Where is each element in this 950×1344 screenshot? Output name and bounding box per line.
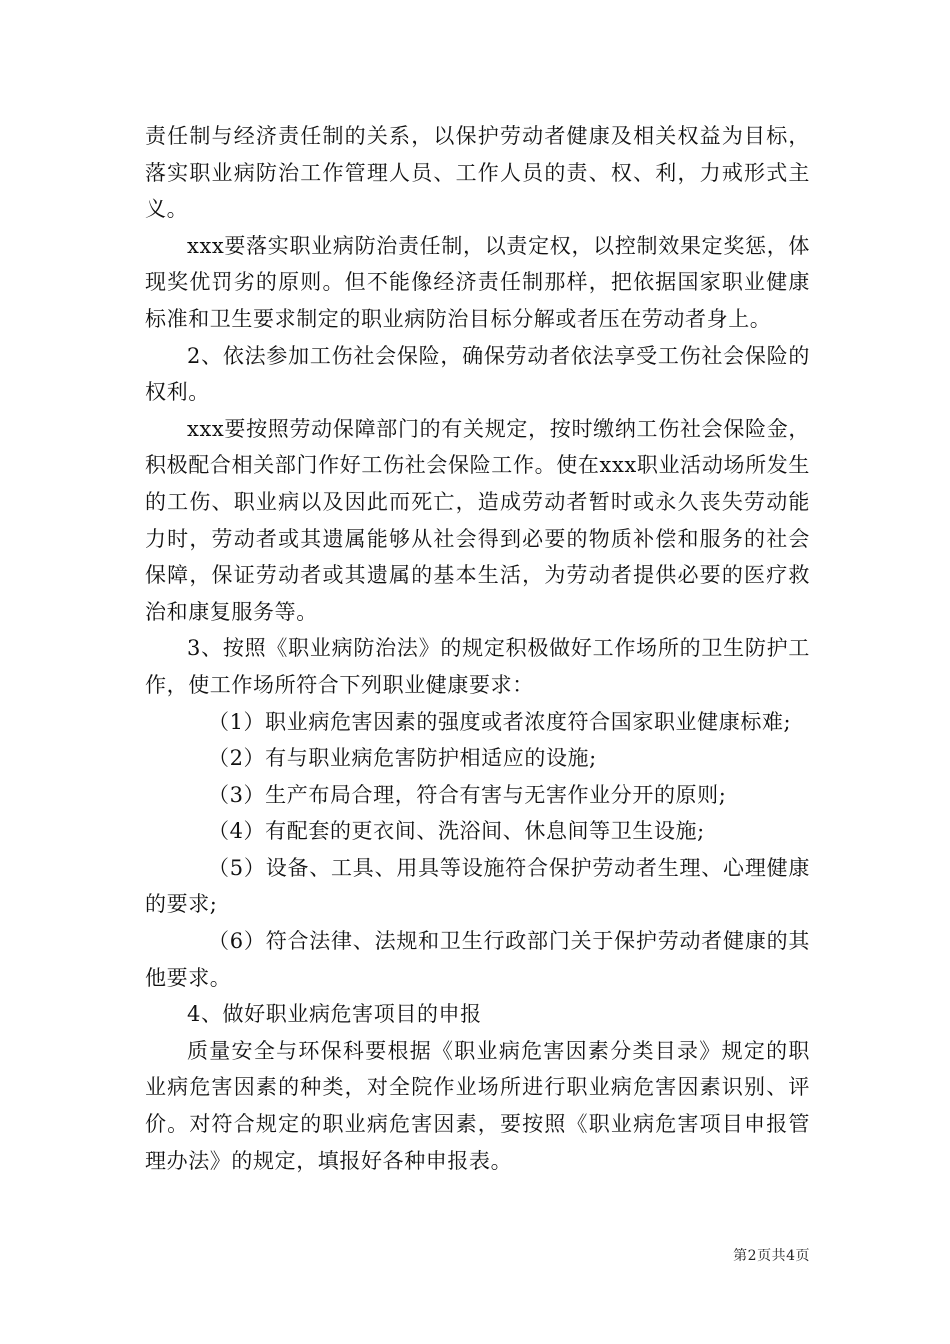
paragraph-implement-responsibility: xxx要落实职业病防治责任制，以责定权，以控制效果定奖惩，体现奖优罚劣的原则。但不能像经济责任制那样，把依据国家职业健康标准和卫生要求制定的职业病防治目标分解或者压在劳动者身上。 <box>145 233 810 331</box>
paragraph-hazard-declaration: 质量安全与环保科要根据《职业病危害因素分类目录》规定的职业病危害因素的种类，对全院作业场所进行职业病危害因素识别、评价。对符合规定的职业病危害因素，要按照《职业病危害项目申报管理办法》的规定，填报好各种申报表。 <box>145 1038 810 1173</box>
list-item-requirement-4: （4）有配套的更衣间、洗浴间、休息间等卫生设施; <box>208 819 705 844</box>
list-item-requirement-6: （6）符合法律、法规和卫生行政部门关于保护劳动者健康的其他要求。 <box>145 929 810 990</box>
list-item-requirement-1: （1）职业病危害因素的强度或者浓度符合国家职业健康标难; <box>208 709 792 734</box>
list-item-requirement-2: （2）有与职业病危害防护相适应的设施; <box>208 746 597 771</box>
document-body <box>145 118 810 1179</box>
paragraph-injury-insurance: xxx要按照劳动保障部门的有关规定，按时缴纳工伤社会保险金，积极配合相关部门作好工伤社会保险工作。使在xxx职业活动场所发生的工伤、职业病以及因此而死亡，造成劳动者暂时或永久丧失劳动能力时，劳动者或其遗属能够从社会得到必要的物质补偿和服务的社会保障，保证劳动者或其遗属的基本生活，为劳动者提供必要的医疗救治和康复服务等。 <box>145 416 810 624</box>
paragraph-responsibility-continued: 责任制与经济责任制的关系，以保护劳动者健康及相关权益为目标，落实职业病防治工作管理人员、工作人员的责、权、利，力戒形式主义。 <box>145 124 810 222</box>
list-item-requirement-3: （3）生产布局合理，符合有害与无害作业分开的原则; <box>208 782 727 807</box>
list-item-requirement-5: （5）设备、工具、用具等设施符合保护劳动者生理、心理健康的要求; <box>145 855 810 917</box>
page-number-footer: 第2页共4页 <box>733 1248 810 1264</box>
paragraph-section-4-heading: 4、做好职业病危害项目的申报 <box>187 1002 482 1027</box>
paragraph-section-3-heading: 3、按照《职业病防治法》的规定积极做好工作场所的卫生防护工作，使工作场所符合下列职业健康要求： <box>145 636 810 697</box>
paragraph-section-2-heading: 2、依法参加工伤社会保险，确保劳动者依法享受工伤社会保险的权利。 <box>145 343 810 405</box>
